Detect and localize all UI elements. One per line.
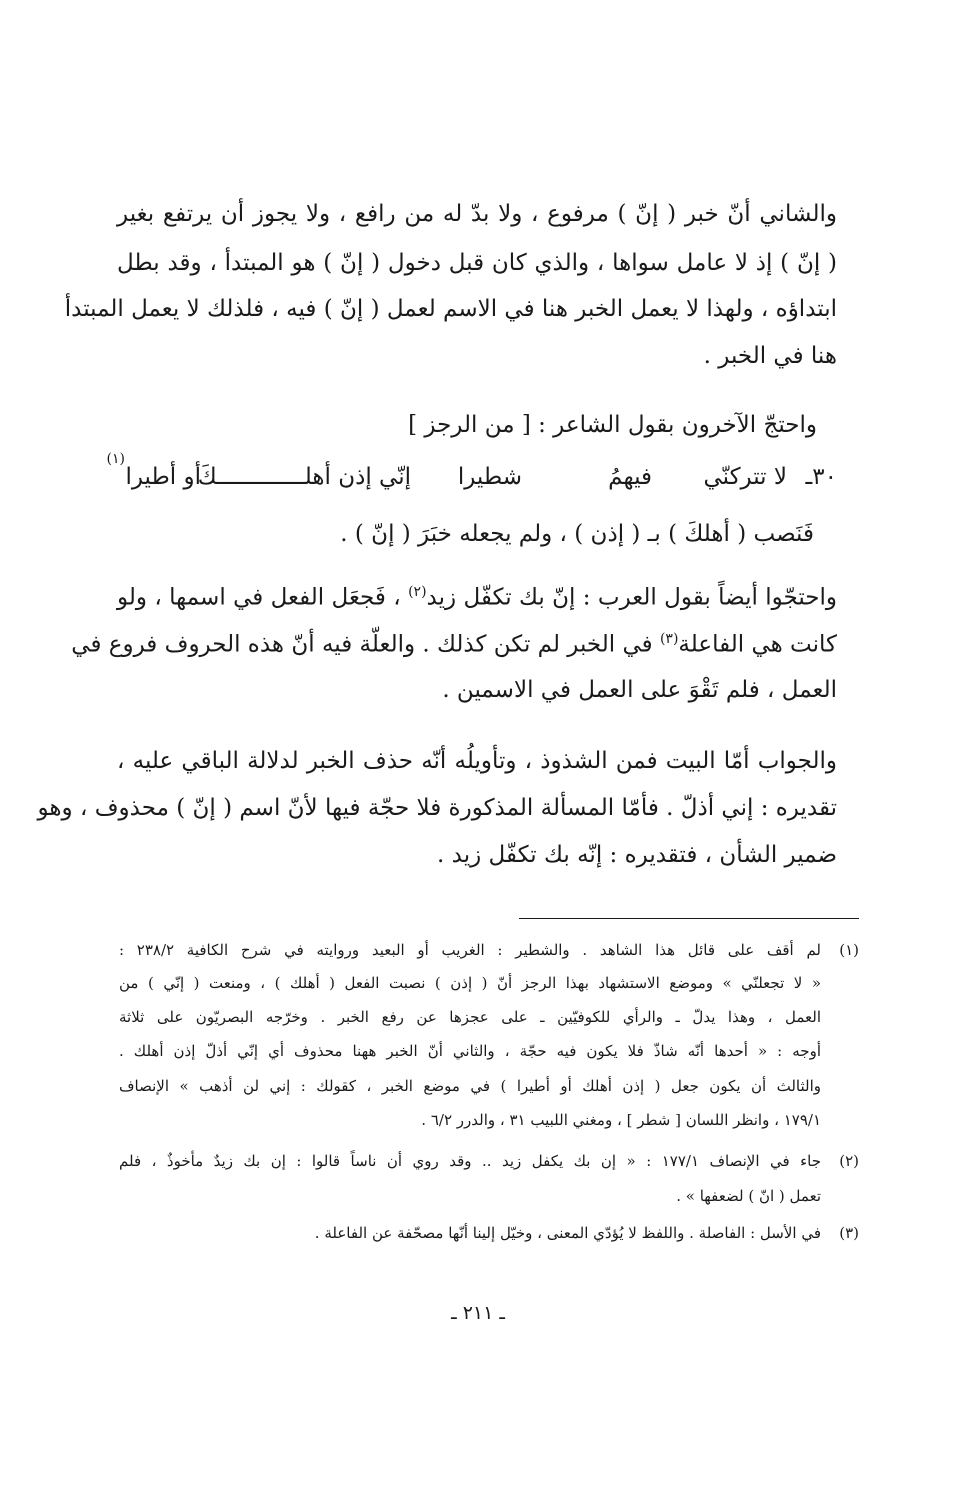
paragraph-3-line-1: والجواب أمّا البيت فمن الشذوذ ، وتأويلُه أنّه حذف الخبر لدلالة الباقي عليه ، [117, 748, 837, 774]
verse-hemistich-2a: إنّي إذن أهلـــــــــــــكَ [197, 464, 411, 490]
verse-hemistich-1a: لا تتركنّي [703, 464, 787, 490]
verse-comment: فَنَصب ( أهلكَ ) بـ ( إذن ) ، ولم يجعله خبَرَ ( إنّ ) . [340, 521, 814, 547]
footnote-1-line-1: لم أقف على قائل هذا الشاهد . والشطير : الغريب أو البعيد وروايته في شرح الكافية ٢٣٨/٢ : [119, 941, 821, 959]
paragraph-2-line-1-text-a: واحتجّوا أيضاً بقول العرب : إنّ بك تكفّل زيد [426, 584, 838, 611]
footnote-1-line-5: والثالث أن يكون جعل ( إذن أهلك أو أطيرا ) في موضع الخبر ، كقولك : إني لن أذهب » الإنصاف [119, 1077, 821, 1095]
verse-hemistich-1c: شطيرا [457, 464, 522, 490]
page-number: ـ ٢١١ ـ [451, 1302, 505, 1324]
footnote-1-line-3: العمل ، وهذا يدلّ ـ والرأي للكوفيّين ـ على عجزها عن رفع الخبر . وخرّجه البصريّون على ثلاثة [119, 1008, 821, 1026]
verse-number: ٣٠ـ [805, 464, 837, 490]
verse-hemistich-1b: فيهمُ [608, 464, 652, 490]
paragraph-1-line-2: ( إنّ ) إذ لا عامل سواها ، والذي كان قبل دخول ( إنّ ) هو المبتدأ ، وقد بطل [117, 250, 837, 276]
footnote-ref-3: (٣) [659, 631, 679, 647]
paragraph-2-line-1-text-b: ، فَجعَل الفعل في اسمها ، ولو [117, 584, 409, 611]
paragraph-3-line-3: ضمير الشأن ، فتقديره : إنّه بك تكفّل زيد . [437, 842, 837, 868]
footnote-2-line-2: تعمل ( انّ ) لضعفها » . [676, 1187, 821, 1205]
footnote-divider [519, 918, 859, 919]
footnote-2-line-1: جاء في الإنصاف ١٧٧/١ : « إن بك يكفل زيد .. وقد روي أن ناساً قالوا : إن بك زيدٌ مأخوذٌ ، فلم [119, 1152, 821, 1170]
verse-footnote-ref: (١) [106, 451, 125, 467]
footnote-3-line-1: في الأسل : الفاصلة . واللفظ لا يُؤدّي المعنى ، وخيّل إلينا أنّها مصحّفة عن الفاعلة . [314, 1224, 821, 1242]
verse-intro: واحتجّ الآخرون بقول الشاعر : [ من الرجز ] [408, 412, 817, 438]
footnote-2-number: (٢) [839, 1152, 859, 1170]
paragraph-2-line-2-text-a: كانت هي الفاعلة [678, 631, 837, 658]
paragraph-1-line-3: ابتداؤه ، ولهذا لا يعمل الخبر هنا في الاسم لعمل ( إنّ ) فيه ، فلذلك لا يعمل المبتدأ [64, 296, 837, 322]
footnote-1-number: (١) [839, 941, 859, 959]
paragraph-2-line-2 [71, 631, 837, 658]
footnote-1-line-6: ١٧٩/١ ، وانظر اللسان [ شطر ] ، ومغني اللبيب ٣١ ، والدرر ٦/٢ . [421, 1111, 821, 1129]
paragraph-1-line-1: والشاني أنّ خبر ( إنّ ) مرفوع ، ولا بدّ له من رافع ، ولا يجوز أن يرتفع بغير [117, 201, 837, 227]
paragraph-1-line-4: هنا في الخبر . [703, 343, 837, 369]
verse-hemistich-2b: أو أطيرا [125, 464, 201, 490]
paragraph-2-line-1 [117, 585, 837, 610]
footnote-1-line-4: أوجه : « أحدها أنّه شاذّ فلا يكون فيه حجّة ، والثاني أنّ الخبر ههنا محذوف أي إنّي أذلّ إذن أهلك . [119, 1042, 821, 1060]
paragraph-2-line-3: العمل ، فلم تَقْوَ على العمل في الاسمين . [442, 677, 837, 703]
paragraph-3-line-2: تقديره : إني أذلّ . فأمّا المسألة المذكورة فلا حجّة فيها لأنّ اسم ( إنّ ) محذوف ، وهو [37, 795, 837, 821]
footnote-1-line-2: « لا تجعلنّي » وموضع الاستشهاد بهذا الرجز أنّ ( إذن ) نصبت الفعل ( أهلك ) ، ومنعت ( إنّي ) من [119, 974, 821, 992]
footnote-3-number: (٣) [839, 1224, 859, 1242]
footnote-ref-2: (٢) [408, 584, 427, 600]
paragraph-2-line-2-text-b: في الخبر لم تكن كذلك . والعلّة فيه أنّ هذه الحروف فروع في [71, 631, 660, 658]
verse-line [97, 451, 837, 506]
